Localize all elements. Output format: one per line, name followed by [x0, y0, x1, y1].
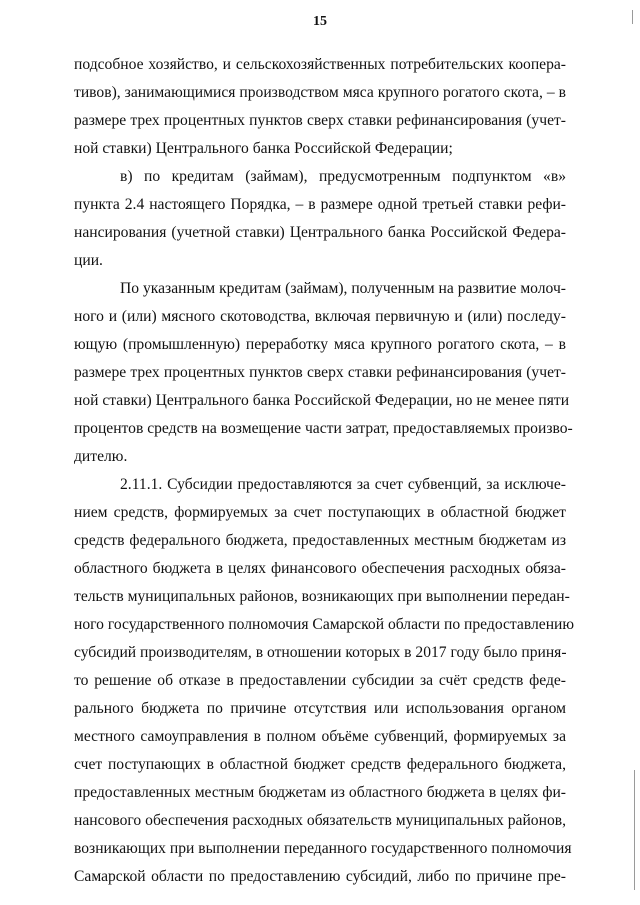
text-line: размере трех процентных пунктов сверх ставки рефинансирования (учет-: [74, 364, 566, 381]
text-line: размере трех процентных пунктов сверх ставки рефинансирования (учет-: [74, 112, 566, 129]
text-line: счет поступающих в областной бюджет средств федерального бюджета,: [74, 756, 566, 773]
text-line: местного самоуправления в полном объёме субвенций, формируемых за: [74, 728, 566, 745]
text-line: ной ставки) Центрального банка Российской Федерации;: [74, 140, 453, 157]
text-line: возникающих при выполнении переданного государственного полномочия: [74, 840, 572, 857]
text-line: субсидий производителям, в отношении которых в 2017 году было приня-: [74, 644, 567, 661]
text-line: предоставленных местным бюджетам из областного бюджета в целях фи-: [74, 784, 566, 801]
text-line: ющую (промышленную) переработку мяса крупного рогатого скота, – в: [74, 336, 566, 353]
scan-edge-mark: [634, 770, 635, 890]
text-line: Самарской области по предоставлению субсидий, либо по причине пре-: [74, 868, 566, 885]
text-line: тивов), занимающимися производством мяса крупного рогатого скота, – в: [74, 84, 566, 101]
text-line: ного и (или) мясного скотоводства, включая первичную и (или) последу-: [74, 308, 566, 325]
text-line: По указанным кредитам (займам), полученным на развитие молоч-: [120, 280, 566, 297]
page-number: 15: [313, 14, 327, 29]
text-line: пункта 2.4 настоящего Порядка, – в размере одной третьей ставки рефи-: [74, 196, 566, 213]
text-line: рального бюджета по причине отсутствия или использования органом: [74, 700, 566, 717]
scan-edge-mark: [632, 10, 633, 24]
text-line: ной ставки) Центрального банка Российской Федерации, но не менее пяти: [74, 392, 570, 409]
text-line: процентов средств на возмещение части затрат, предоставляемых произво-: [74, 420, 573, 437]
text-line: нансового обеспечения расходных обязательств муниципальных районов,: [74, 812, 566, 829]
text-line: подсобное хозяйство, и сельскохозяйственных потребительских коопера-: [74, 56, 566, 73]
text-line: ции.: [74, 252, 103, 269]
text-line: то решение об отказе в предоставлении субсидии за счёт средств феде-: [74, 672, 566, 689]
text-line: дителю.: [74, 448, 128, 465]
text-line: областного бюджета в целях финансового обеспечения расходных обяза-: [74, 560, 566, 577]
text-line: 2.11.1. Субсидии предоставляются за счет субвенций, за исключе-: [120, 476, 566, 493]
text-line: в) по кредитам (займам), предусмотренным подпунктом «в»: [120, 168, 566, 185]
text-line: тельств муниципальных районов, возникающих при выполнении передан-: [74, 588, 570, 605]
text-line: нием средств, формируемых за счет поступающих в областной бюджет: [74, 504, 566, 521]
text-line: нансирования (учетной ставки) Центрального банка Российской Федера-: [74, 224, 566, 241]
text-line: средств федерального бюджета, предоставленных местным бюджетам из: [74, 532, 566, 549]
text-line: ного государственного полномочия Самарской области по предоставлению: [74, 616, 575, 633]
